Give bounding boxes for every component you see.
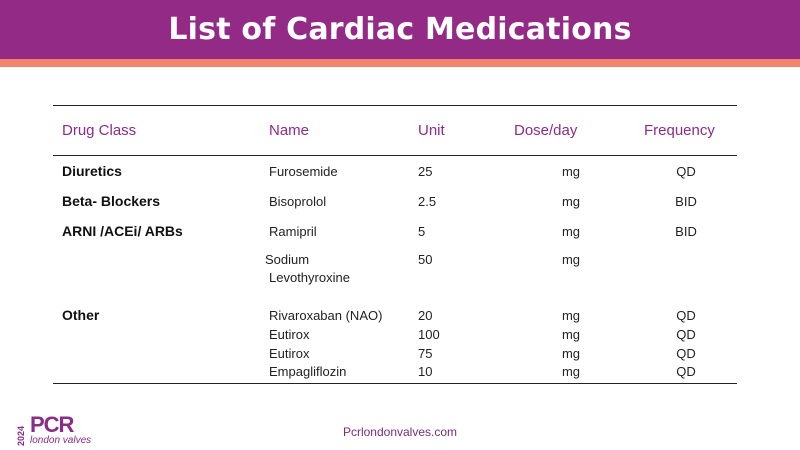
frequency-cell: QD <box>676 164 696 179</box>
drug-name-line2: Levothyroxine <box>269 270 350 285</box>
drug-name-cell: Rivaroxaban (NAO) <box>269 308 383 323</box>
dose-cell: mg <box>561 364 581 379</box>
frequency-cell: BID <box>675 194 697 209</box>
logo-brand: PCR <box>30 412 74 437</box>
page-title: List of Cardiac Medications <box>168 12 632 47</box>
frequency-cell: QD <box>676 308 696 323</box>
pcr-logo <box>16 414 126 448</box>
table-top-rule <box>53 105 737 106</box>
dose-cell: mg <box>561 194 581 209</box>
drug-name-cell: Bisoprolol <box>269 194 327 209</box>
footer-url[interactable]: Pcrlondonvalves.com <box>342 425 458 439</box>
header-dose: Dose/day <box>514 122 578 139</box>
header-drug-class: Drug Class <box>62 122 137 139</box>
dose-cell: mg <box>561 224 581 239</box>
title-bar <box>0 0 800 59</box>
table-bottom-rule <box>53 383 737 384</box>
frequency-cell: BID <box>675 224 697 239</box>
frequency-cell: QD <box>676 346 696 361</box>
header-name: Name <box>269 122 310 139</box>
dose-cell: mg <box>561 252 581 267</box>
frequency-cell: QD <box>676 327 696 342</box>
logo-year: 2024 <box>16 425 26 446</box>
drug-name-cell: Eutirox <box>269 346 310 361</box>
header-unit: Unit <box>418 122 445 139</box>
drug-class-cell: ARNI /ACEi/ ARBs <box>62 223 183 239</box>
unit-cell: 100 <box>418 327 440 342</box>
dose-cell: mg <box>561 327 581 342</box>
unit-cell: 25 <box>418 164 433 179</box>
drug-class-cell: Other <box>62 307 100 323</box>
header-frequency: Frequency <box>644 122 715 139</box>
drug-name-cell: Furosemide <box>269 164 338 179</box>
dose-cell: mg <box>561 308 581 323</box>
drug-name-cell: Empagliflozin <box>269 364 347 379</box>
drug-name-cell: Ramipril <box>269 224 317 239</box>
dose-cell: mg <box>561 164 581 179</box>
unit-cell: 5 <box>418 224 426 239</box>
drug-class-cell: Diuretics <box>62 163 122 179</box>
frequency-cell: QD <box>676 364 696 379</box>
header-rule <box>53 155 737 156</box>
logo-subtitle: london valves <box>30 435 92 446</box>
unit-cell: 20 <box>418 308 433 323</box>
dose-cell: mg <box>561 346 581 361</box>
unit-cell: 50 <box>418 252 433 267</box>
drug-name-line1: Sodium <box>265 252 310 267</box>
drug-class-cell: Beta- Blockers <box>62 193 161 209</box>
unit-cell: 75 <box>418 346 433 361</box>
drug-name-cell: Eutirox <box>269 327 310 342</box>
unit-cell: 2.5 <box>418 194 437 209</box>
unit-cell: 10 <box>418 364 433 379</box>
accent-strip <box>0 59 800 67</box>
